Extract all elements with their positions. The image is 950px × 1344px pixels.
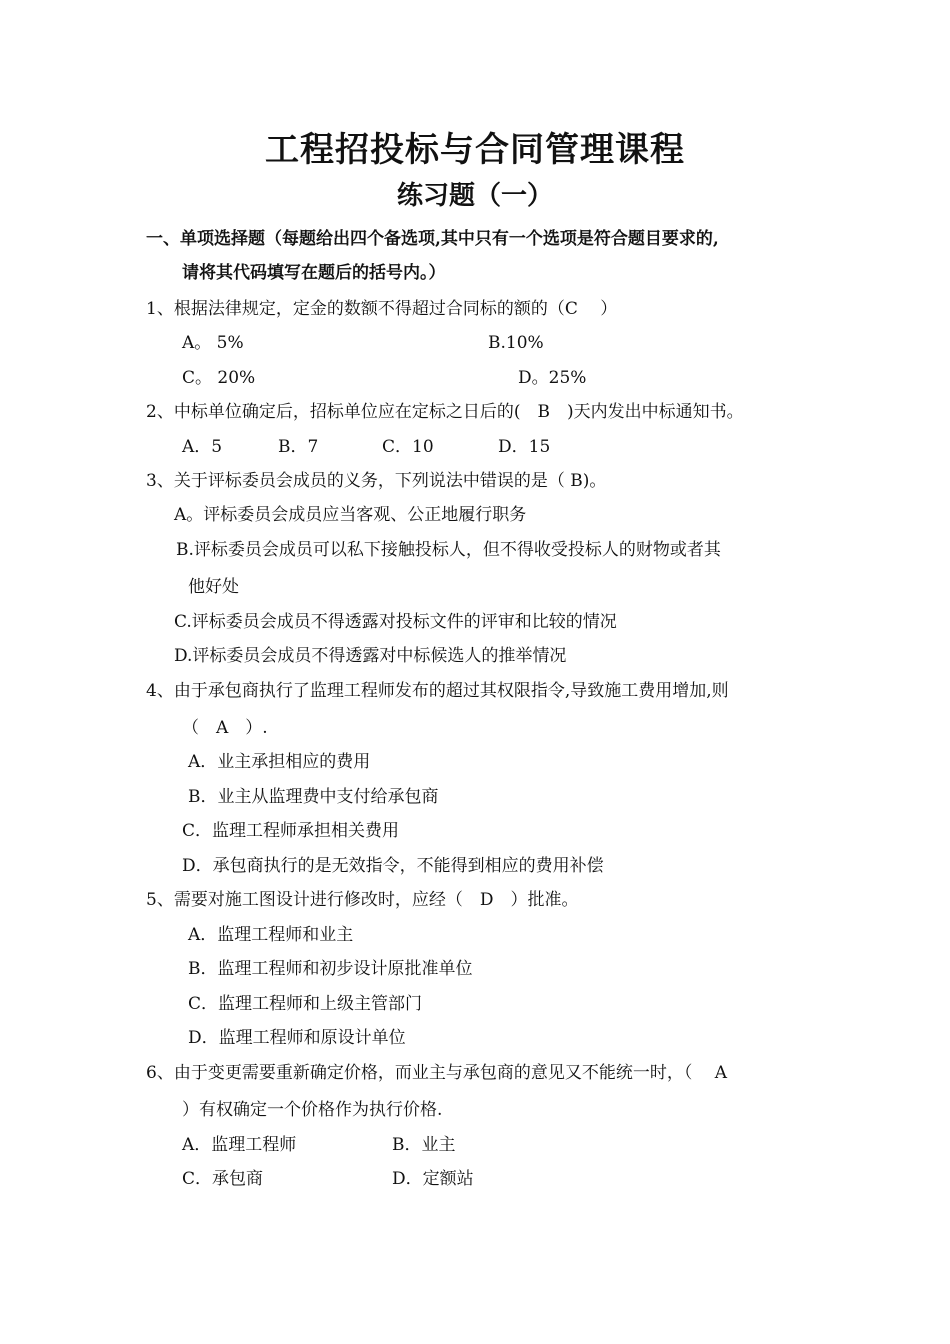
question-6-option-c: C．承包商 [182,1169,264,1189]
question-4-option-c: C．监理工程师承担相关费用 [182,821,400,841]
question-3-option-b: B.评标委员会成员可以私下接触投标人，但不得收受投标人的财物或者其 [176,540,721,560]
question-2-option-c: C．10 [382,437,434,457]
question-6-option-d: D．定额站 [392,1169,474,1189]
question-4-stem-cont: （ A ）. [182,718,268,738]
question-3-option-b-cont: 他好处 [188,577,239,597]
question-5-option-a: A．监理工程师和业主 [188,925,354,945]
question-6-option-b: B．业主 [392,1135,456,1155]
question-5-option-d: D．监理工程师和原设计单位 [188,1028,406,1048]
question-1-option-b: B.10% [488,333,544,353]
question-3-option-a: A。评标委员会成员应当客观、公正地履行职务 [174,505,527,525]
question-6-stem-cont: ）有权确定一个价格作为执行价格. [182,1100,443,1120]
section-heading: 一、单项选择题（每题给出四个备选项,其中只有一个选项是符合题目要求的, [146,229,719,249]
document-subtitle: 练习题（一） [396,181,553,211]
question-2-option-d: D．15 [498,437,551,457]
question-1-option-c: C。 20% [182,368,256,388]
question-6-stem: 6、由于变更需要重新确定价格，而业主与承包商的意见又不能统一时，（ A [146,1063,727,1083]
question-4-stem: 4、由于承包商执行了监理工程师发布的超过其权限指令,导致施工费用增加,则 [146,681,729,701]
question-3-stem: 3、关于评标委员会成员的义务，下列说法中错误的是（ B)。 [146,471,607,491]
question-3-option-c: C.评标委员会成员不得透露对投标文件的评审和比较的情况 [174,612,617,632]
question-4-option-b: B．业主从监理费中支付给承包商 [188,787,439,807]
question-2-option-b: B．7 [278,437,319,457]
question-3-option-d: D.评标委员会成员不得透露对中标候选人的推举情况 [174,646,567,666]
section-heading-cont: 请将其代码填写在题后的括号内。） [182,263,446,283]
question-2-stem: 2、中标单位确定后，招标单位应在定标之日后的( B )天内发出中标通知书。 [146,402,744,422]
question-6-option-a: A．监理工程师 [182,1135,297,1155]
question-1-stem: 1、根据法律规定，定金的数额不得超过合同标的额的（C ） [146,299,618,319]
question-4-option-d: D．承包商执行的是无效指令，不能得到相应的费用补偿 [182,856,604,876]
question-5-option-b: B．监理工程师和初步设计原批准单位 [188,959,473,979]
question-5-stem: 5、需要对施工图设计进行修改时，应经（ D ）批准。 [146,890,579,910]
question-1-option-d: D。25% [518,368,587,388]
document-title: 工程招投标与合同管理课程 [265,130,685,170]
question-5-option-c: C．监理工程师和上级主管部门 [188,994,423,1014]
question-1-option-a: A。 5% [182,333,244,353]
question-4-option-a: A．业主承担相应的费用 [188,752,371,772]
question-2-option-a: A．5 [182,437,223,457]
